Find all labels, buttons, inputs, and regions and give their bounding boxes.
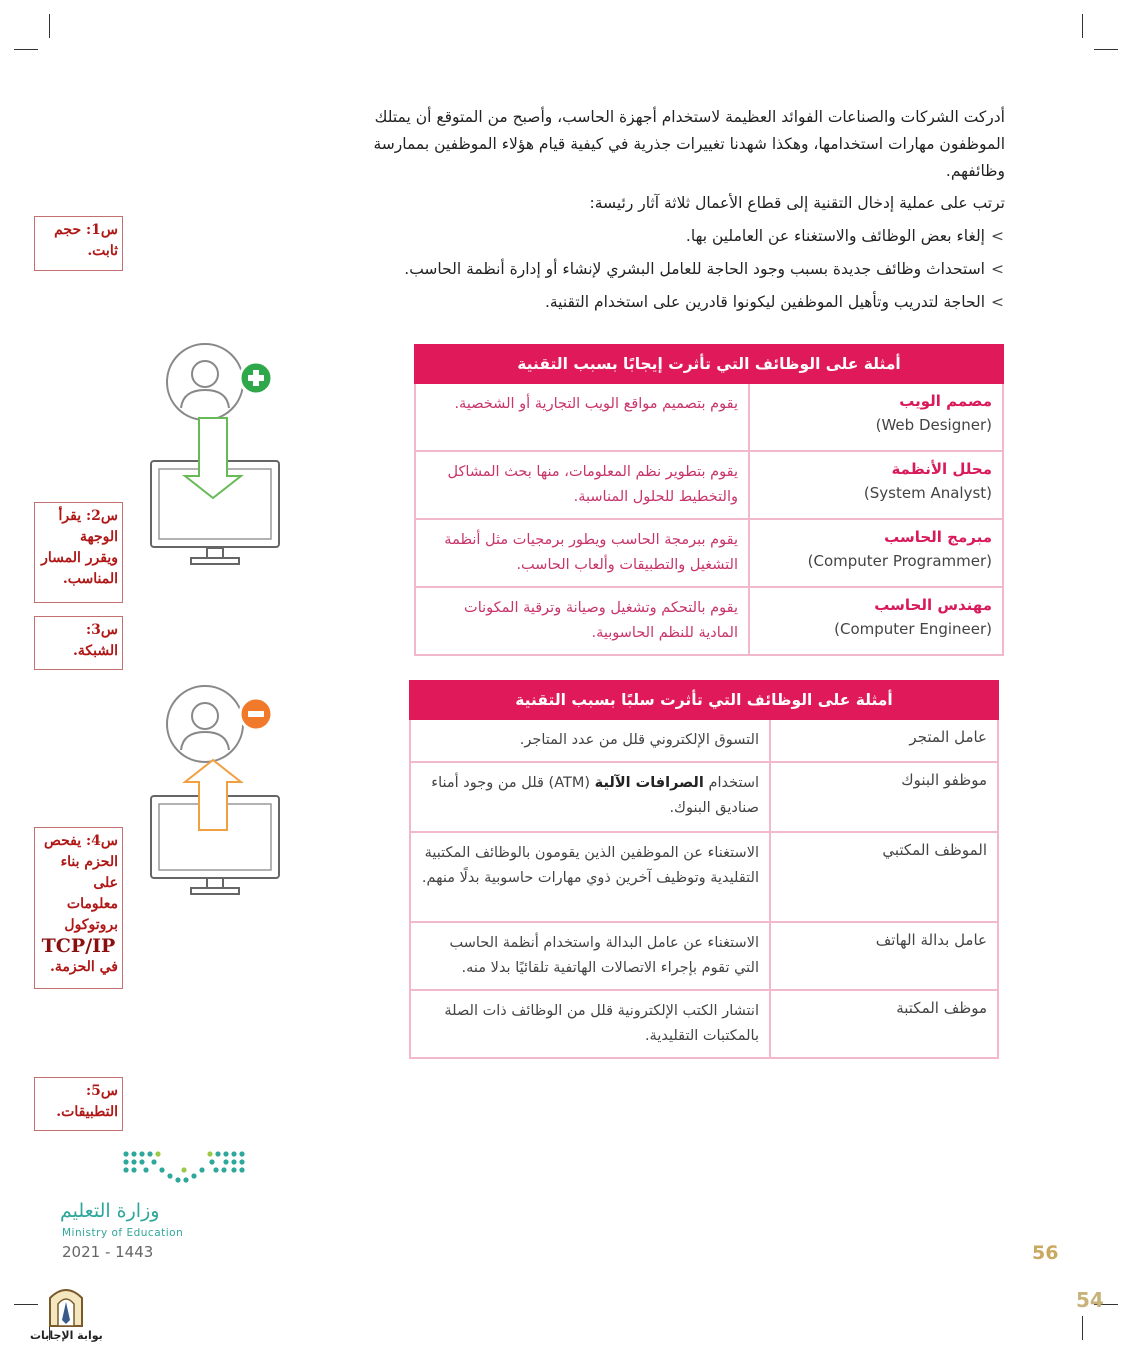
effects-intro: ترتب على عملية إدخال التقنية إلى قطاع الأعمال ثلاثة آثار رئيسة: (589, 194, 1005, 212)
job-title-en: (Computer Programmer) (807, 552, 992, 570)
bullet-item: >استحداث وظائف جديدة بسبب وجود الحاجة للعامل البشري لإنشاء أو إدارة أنظمة الحاسب. (404, 260, 1004, 278)
crop-mark (14, 1304, 38, 1305)
job-title: مبرمج الحاسب (884, 528, 992, 546)
table-row (415, 519, 1003, 587)
monitor-stand (175, 878, 255, 900)
job-title: موظفو البنوك (770, 762, 998, 832)
crop-mark (1082, 14, 1083, 38)
table-row (415, 451, 1003, 519)
positive-jobs-table (414, 344, 1004, 656)
job-description: الاستغناء عن عامل البدالة واستخدام أنظمة الحاسب التي تقوم بإجراء الاتصالات الهاتفية تلقائيًا بدلا منه. (410, 922, 770, 990)
crop-mark (1094, 49, 1118, 50)
job-title-en: (System Analyst) (863, 484, 992, 502)
positive-illustration (145, 338, 285, 548)
edition-year: 2021 - 1443 (62, 1243, 154, 1261)
bullet-marker: > (991, 293, 1004, 311)
crop-mark (1082, 1316, 1083, 1340)
answer-note: س3: الشبكة. (34, 616, 123, 670)
bullet-marker: > (991, 260, 1004, 278)
table-row (410, 832, 998, 922)
job-title: مصمم الويب (899, 392, 992, 410)
job-description: يقوم ببرمجة الحاسب ويطور برمجيات مثل أنظمة التشغيل والتطبيقات وألعاب الحاسب. (415, 519, 749, 587)
bullet-item: >الحاجة لتدريب وتأهيل الموظفين ليكونوا قادرين على استخدام التقنية. (544, 293, 1004, 311)
table-row (415, 587, 1003, 655)
table-row (410, 990, 998, 1058)
table-title: أمثلة على الوظائف التي تأثرت إيجابًا بسبب التقنية (415, 345, 1003, 383)
job-description: استخدام الصرافات الآلية (ATM) قلل من وجود أمناء صناديق البنوك. (410, 762, 770, 832)
table-row (415, 383, 1003, 451)
job-description: التسوق الإلكتروني قلل من عدد المتاجر. (410, 719, 770, 762)
monitor-stand (175, 548, 255, 570)
job-description: الاستغناء عن الموظفين الذين يقومون بالوظائف المكتبية التقليدية وتوظيف آخرين ذوي مهارات حاسوبية بدلًا منهم. (410, 832, 770, 922)
job-title: عامل المتجر (770, 719, 998, 762)
answer-note: س2: يقرأ الوجهة ويقرر المسار المناسب. (34, 502, 123, 603)
portal-label: بوابة الإجابات (30, 1329, 103, 1342)
table-title: أمثلة على الوظائف التي تأثرت سلبًا بسبب التقنية (410, 681, 998, 719)
job-description: يقوم بالتحكم وتشغيل وصيانة وترقية المكونات المادية للنظم الحاسوبية. (415, 587, 749, 655)
negative-illustration (145, 680, 285, 880)
crop-mark (49, 14, 50, 38)
intro-paragraph: أدركت الشركات والصناعات الفوائد العظيمة لاستخدام أجهزة الحاسب، وأصبح من المتوقع أن يمتلك الموظفون مهارات استخدامها، وهكذا شهدنا تغييرات جذرية في كيفية قيام هؤلاء الموظفين بممارسة وظائفهم. (373, 108, 1005, 180)
job-description: يقوم بتطوير نظم المعلومات، منها بحث المشاكل والتخطيط للحلول المناسبة. (415, 451, 749, 519)
page-number: 56 (1032, 1242, 1059, 1264)
table-row (410, 922, 998, 990)
job-title: الموظف المكتبي (770, 832, 998, 922)
table-row (410, 719, 998, 762)
user-minus-icon (167, 686, 272, 762)
job-title: موظف المكتبة (770, 990, 998, 1058)
job-title: عامل بدالة الهاتف (770, 922, 998, 990)
ministry-logo (120, 1148, 248, 1188)
answer-note: س5: التطبيقات. (34, 1077, 123, 1131)
page-number-secondary: 54 (1076, 1288, 1104, 1312)
ministry-name-ar: وزارة التعليم (60, 1200, 160, 1222)
job-description: يقوم بتصميم مواقع الويب التجارية أو الشخصية. (415, 383, 749, 451)
job-title-en: (Computer Engineer) (834, 620, 992, 638)
answer-note: س1: حجم ثابت. (34, 216, 123, 271)
job-title-en: (Web Designer) (875, 416, 992, 434)
crop-mark (14, 49, 38, 50)
negative-jobs-table (409, 680, 999, 1059)
job-title: محلل الأنظمة (891, 460, 992, 478)
bullet-marker: > (991, 227, 1004, 245)
portal-logo-icon (44, 1280, 88, 1328)
job-description: انتشار الكتب الإلكترونية قلل من الوظائف ذات الصلة بالمكتبات التقليدية. (410, 990, 770, 1058)
table-row (410, 762, 998, 832)
answer-note: س4: يفحص الحزم بناء على معلومات بروتوكول TCP/IP في الحزمة. (34, 827, 123, 989)
bullet-item: >إلغاء بعض الوظائف والاستغناء عن العاملين بها. (685, 227, 1004, 245)
job-title: مهندس الحاسب (874, 596, 992, 614)
ministry-name-en: Ministry of Education (62, 1227, 184, 1239)
user-plus-icon (167, 344, 272, 420)
